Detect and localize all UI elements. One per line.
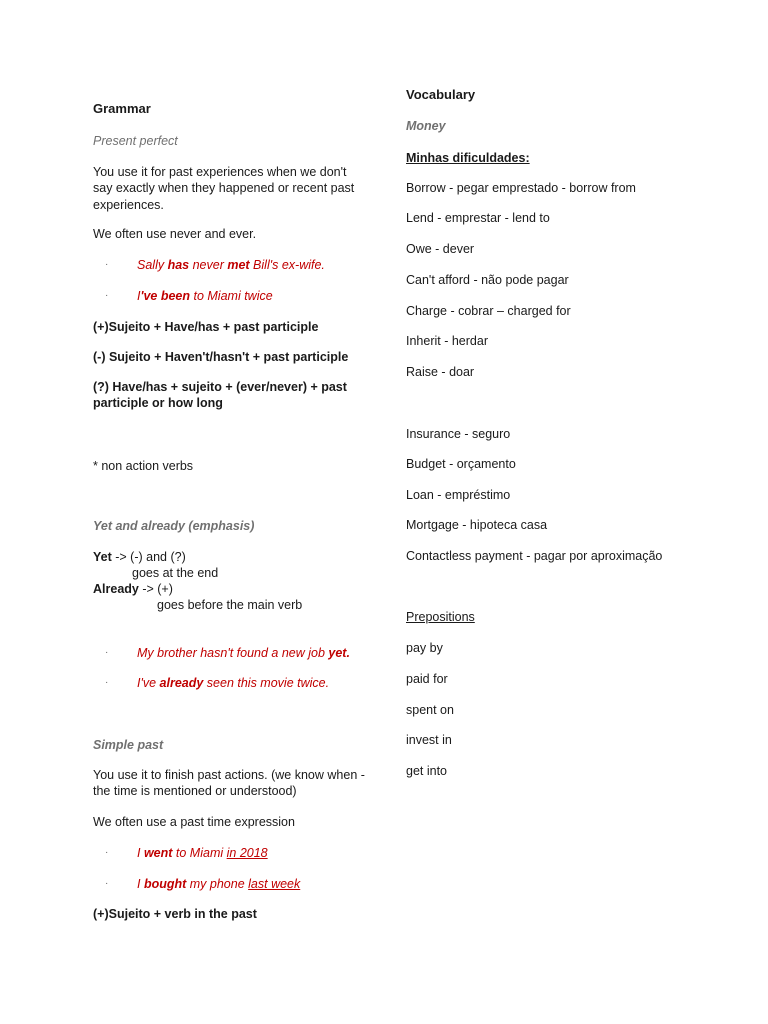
vocab-item: Borrow - pegar emprestado - borrow from xyxy=(406,181,636,195)
vocab-item: Contactless payment - pagar por aproximação xyxy=(406,549,663,563)
present-perfect-title: Present perfect xyxy=(93,134,178,148)
bullet: · xyxy=(105,259,109,270)
bullet: · xyxy=(105,847,109,858)
vocabulary-heading: Vocabulary xyxy=(406,87,476,102)
present-perfect-note: We often use never and ever. xyxy=(93,227,257,241)
bullet: · xyxy=(105,677,109,688)
simple-past-title: Simple past xyxy=(93,738,164,752)
rule-positive: (+)Sujeito + Have/has + past participle xyxy=(93,320,319,334)
simple-past-note: We often use a past time expression xyxy=(93,815,295,829)
vocab-item: Owe - dever xyxy=(406,242,475,256)
simple-past-description: You use it to finish past actions. (we know when - the time is mentioned or understood) xyxy=(93,768,365,799)
preposition-item: pay by xyxy=(406,641,443,655)
yet-already-title: Yet and already (emphasis) xyxy=(93,519,255,533)
vocab-item: Can't afford - não pode pagar xyxy=(406,273,569,287)
vocab-item: Charge - cobrar – charged for xyxy=(406,304,571,318)
present-perfect-description: You use it for past experiences when we don't say exactly when they happened or recent past experiences. xyxy=(93,165,355,212)
vocab-item: Insurance - seguro xyxy=(406,427,511,441)
non-action-verbs: * non action verbs xyxy=(93,459,194,473)
money-subheading: Money xyxy=(406,119,446,133)
rule-negative: (-) Sujeito + Haven't/hasn't + past participle xyxy=(93,350,349,364)
grammar-heading: Grammar xyxy=(93,101,151,116)
bullet: · xyxy=(105,290,109,301)
preposition-item: paid for xyxy=(406,672,448,686)
simple-past-rule-positive: (+)Sujeito + verb in the past xyxy=(93,907,257,921)
vocab-item: Lend - emprestar - lend to xyxy=(406,211,550,225)
rule-question: (?) Have/has + sujeito + (ever/never) + past participle or how long xyxy=(93,380,347,411)
difficulties-title: Minhas dificuldades: xyxy=(406,151,530,165)
bullet: · xyxy=(105,878,109,889)
yet-already-rules: Yet -> (-) and (?) goes at the end Already -> (+) goes before the main verb xyxy=(93,550,303,612)
vocab-item: Mortgage - hipoteca casa xyxy=(406,518,548,532)
bullet: · xyxy=(105,647,109,658)
vocab-item: Loan - empréstimo xyxy=(406,488,511,502)
vocab-item: Raise - doar xyxy=(406,365,475,379)
preposition-item: spent on xyxy=(406,703,454,717)
preposition-item: invest in xyxy=(406,733,452,747)
vocab-item: Budget - orçamento xyxy=(406,457,516,471)
prepositions-title: Prepositions xyxy=(406,610,475,624)
vocab-item: Inherit - herdar xyxy=(406,334,488,348)
preposition-item: get into xyxy=(406,764,448,778)
